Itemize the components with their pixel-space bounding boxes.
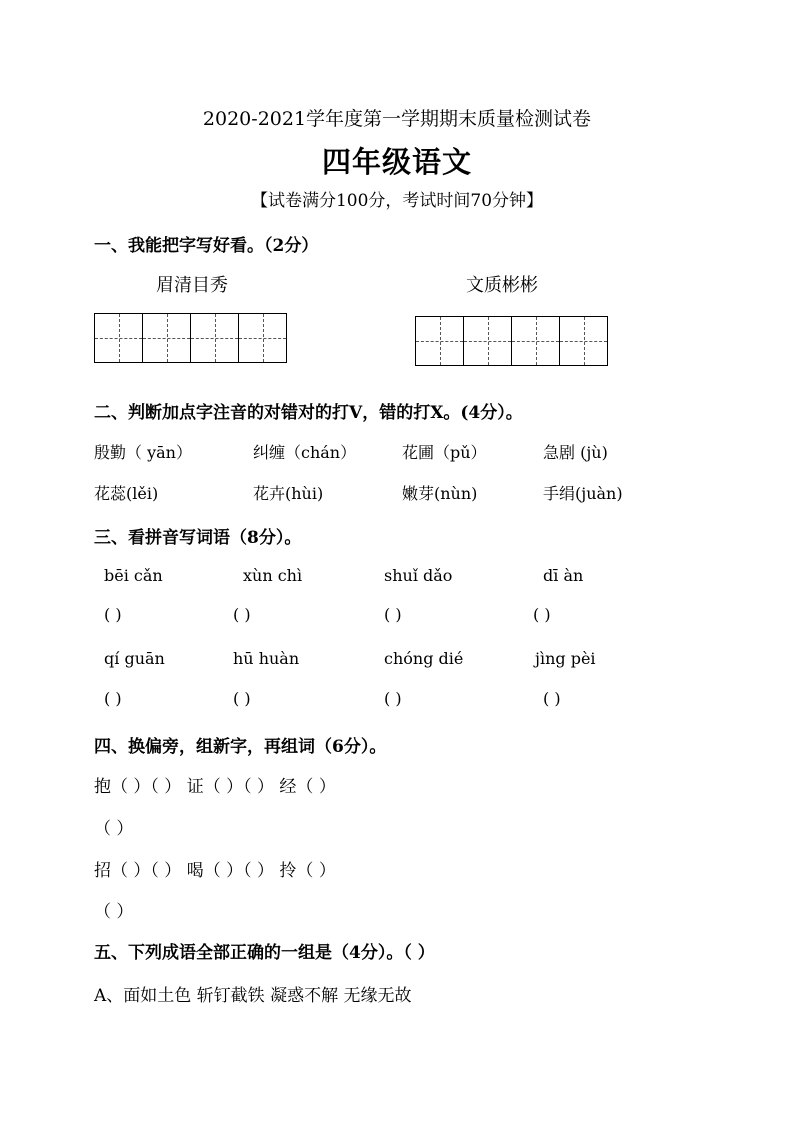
answer-blank[interactable]: ( ) bbox=[104, 605, 122, 624]
pinyin-prompt: dī àn bbox=[543, 566, 584, 585]
answer-blank[interactable]: ( ) bbox=[233, 605, 251, 624]
word-2: 文质彬彬 bbox=[466, 275, 538, 296]
section-2-title: 二、判断加点字注音的对错对的打V，错的打X。(4分）。 bbox=[94, 403, 523, 423]
pinyin-prompt: hū huàn bbox=[233, 649, 300, 668]
grid-cell[interactable] bbox=[143, 314, 191, 362]
grid-cell[interactable] bbox=[95, 314, 143, 362]
pinyin-prompt: qí guān bbox=[104, 649, 165, 668]
answer-blank[interactable]: ( ) bbox=[384, 689, 402, 708]
grid-cell[interactable] bbox=[560, 317, 607, 365]
writing-grid-1[interactable] bbox=[94, 313, 287, 363]
section-1-title: 一、我能把字写好看。（2分） bbox=[94, 236, 319, 256]
grid-cell[interactable] bbox=[239, 314, 286, 362]
radical-line-3: 招（ ）（ ） 喝（ ）（ ） 拎（ ） bbox=[94, 861, 336, 881]
pinyin-item: 手绢(juàn) bbox=[543, 484, 623, 503]
pinyin-prompt: bēi cǎn bbox=[104, 566, 163, 585]
option-a: A、面如土色 斩钉截铁 凝惑不解 无缘无故 bbox=[94, 986, 412, 1006]
answer-blank[interactable]: ( ) bbox=[533, 605, 551, 624]
answer-blank[interactable]: ( ) bbox=[233, 689, 251, 708]
radical-line-1: 抱（ ）（ ） 证（ ）（ ） 经（ ） bbox=[94, 777, 336, 797]
section-4-title: 四、换偏旁，组新字，再组词（6分）。 bbox=[94, 737, 387, 757]
exam-title: 2020-2021学年度第一学期期末质量检测试卷 bbox=[202, 108, 592, 130]
exam-info: 【试卷满分100分，考试时间70分钟】 bbox=[250, 191, 544, 211]
pinyin-item: 纠缠（chán） bbox=[253, 443, 357, 462]
answer-blank[interactable]: ( ) bbox=[104, 689, 122, 708]
section-5-title: 五、下列成语全部正确的一组是（4分）。（ ） bbox=[94, 943, 435, 963]
grid-cell[interactable] bbox=[464, 317, 512, 365]
pinyin-prompt: jìng pèi bbox=[535, 649, 596, 668]
grid-cell[interactable] bbox=[512, 317, 560, 365]
pinyin-item: 花卉(hùi) bbox=[253, 484, 324, 503]
subject-title: 四年级语文 bbox=[321, 145, 472, 179]
grid-cell[interactable] bbox=[191, 314, 239, 362]
radical-line-2: （ ） bbox=[94, 819, 134, 839]
writing-grid-2[interactable] bbox=[415, 316, 608, 366]
word-1: 眉清目秀 bbox=[156, 275, 228, 296]
answer-blank[interactable]: ( ) bbox=[543, 689, 561, 708]
pinyin-item: 花圃（pǔ） bbox=[402, 443, 487, 462]
grid-cell[interactable] bbox=[416, 317, 464, 365]
section-3-title: 三、看拼音写词语（8分）。 bbox=[94, 528, 302, 548]
pinyin-prompt: xùn chì bbox=[243, 566, 303, 585]
pinyin-item: 急剧 (jù) bbox=[543, 443, 608, 462]
pinyin-prompt: chóng dié bbox=[384, 649, 464, 668]
pinyin-item: 嫩芽(nùn) bbox=[402, 484, 478, 503]
pinyin-prompt: shuǐ dǎo bbox=[384, 566, 453, 585]
answer-blank[interactable]: ( ) bbox=[384, 605, 402, 624]
pinyin-item: 花蕊(lěi) bbox=[94, 484, 159, 503]
pinyin-item: 殷勤（ yān） bbox=[94, 443, 192, 462]
radical-line-4: （ ） bbox=[94, 902, 134, 922]
